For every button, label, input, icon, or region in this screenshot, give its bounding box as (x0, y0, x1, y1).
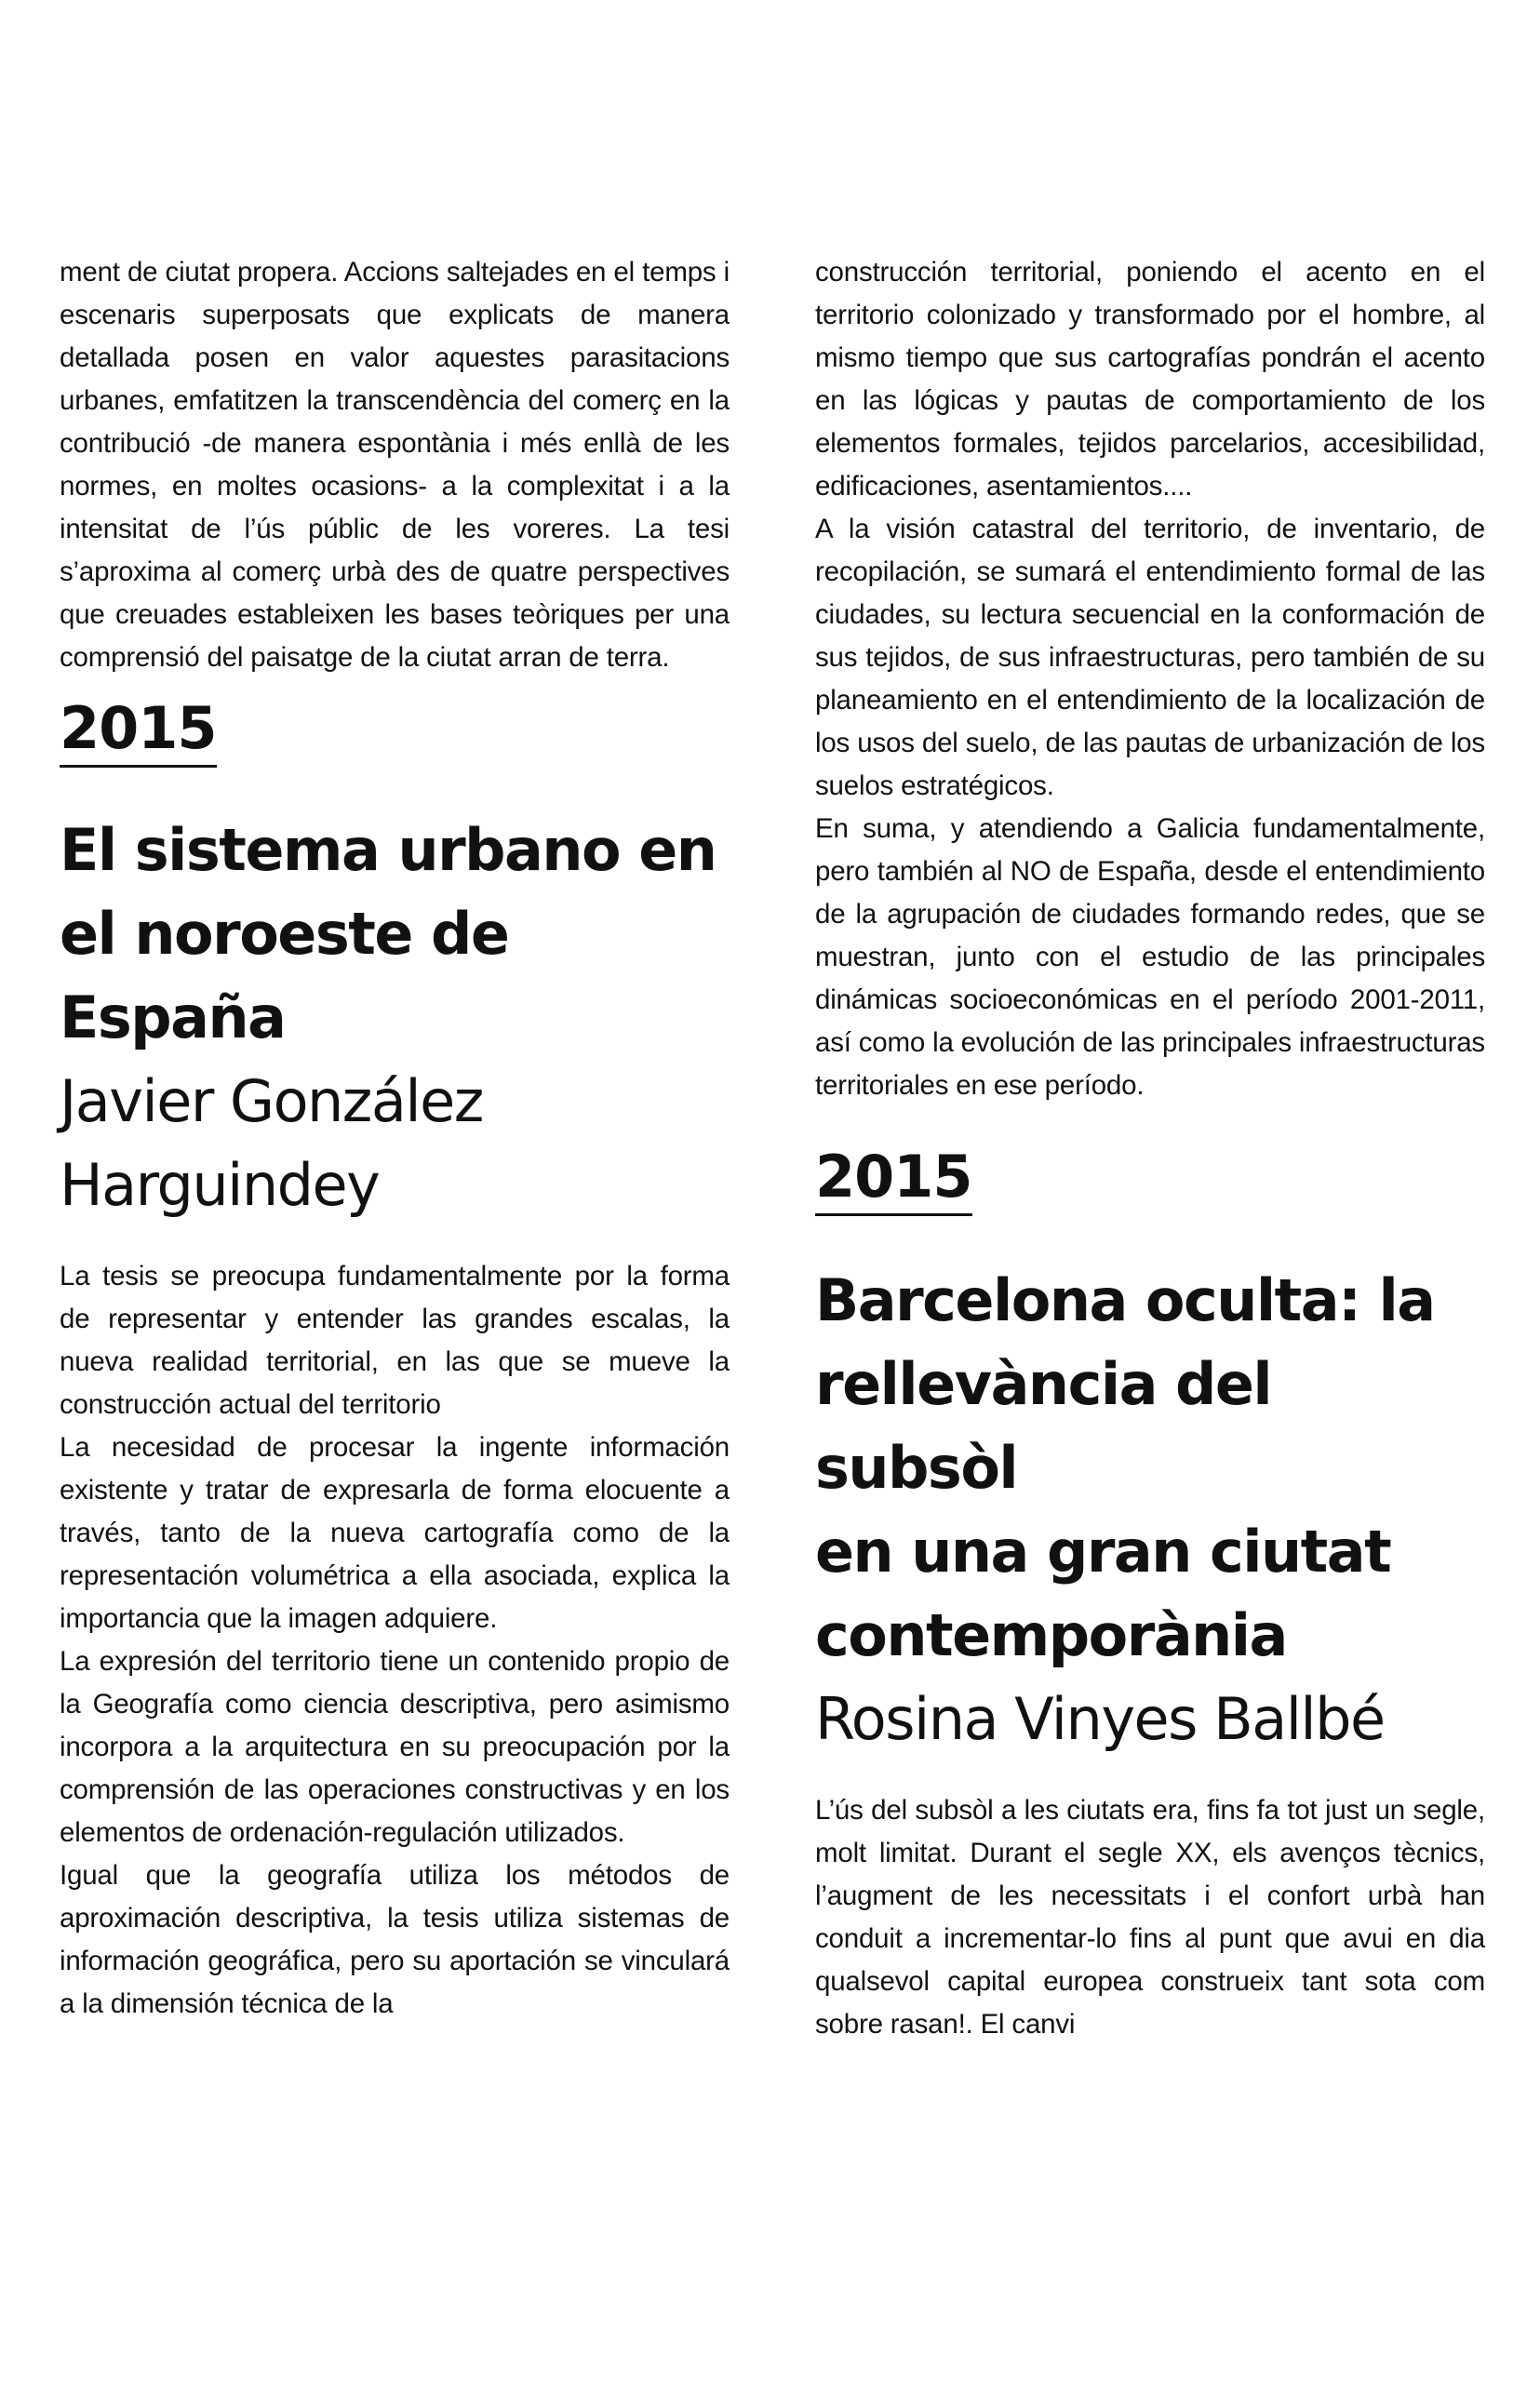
body-paragraph: Igual que la geografía utiliza los métodos de aproximación descriptiva, la tesis utiliza sistemas de información geográfica, pero su aportación se vinculará a la dimensión técnica de la (60, 1860, 730, 2019)
entry-body (815, 1789, 1485, 2046)
body-paragraph: L’ús del subsòl a les ciutats era, fins fa tot just un segle, molt limitat. Durant el segle XX, els avenços tècnics, l’augment de les necessitats i el confort urbà han conduit a incrementar-lo fins al punt que avui en dia qualsevol capital europea construeix tant sota com sobre rasan!. El canvi (815, 1795, 1485, 2040)
entry-heading (60, 809, 730, 1227)
entry-heading (815, 1259, 1485, 1761)
entry-author-line-1: Javier González (60, 1067, 483, 1135)
continued-paragraph: construcción territorial, poniendo el acento en el territorio colonizado y transformado por el hombre, al mismo tiempo que sus cartografías pondrán el acento en las lógicas y pautas de comportamiento de los elementos formales, tejidos parcelarios, accesibilidad, edificaciones, asentamientos.... (815, 257, 1485, 502)
entry-year: 2015 (60, 696, 217, 768)
intro-paragraph: ment de ciutat propera. Accions saltejades en el temps i escenaris superposats que explicats de manera detallada posen en valor aquestes parasitacions urbanes, emfatitzen la transcendència del comerç en la contribució -de manera espontània i més enllà de les normes, en moltes ocasions- a la complexitat i a la intensitat de l’ús públic de les voreres. La tesi s’aproxima al comerç urbà des de quatre perspectives que creuades estableixen les bases teòriques per una comprensió del paisatge de la ciutat arran de terra. (60, 257, 730, 673)
entry-body (60, 1255, 730, 2026)
entry-year-wrapper (60, 696, 730, 768)
continued-paragraph: En suma, y atendiendo a Galicia fundamentalmente, pero también al NO de España, desde el entendimiento de la agrupación de ciudades formando redes, que se muestran, junto con el estudio de las principales dinámicas socioeconómicas en el período 2001-2011, así como la evolución de las principales infraestructuras territoriales en ese período. (815, 813, 1485, 1101)
entry-title-line-3: en una gran ciutat (815, 1518, 1391, 1586)
continued-paragraph: A la visión catastral del territorio, de inventario, de recopilación, se sumará el entendimiento formal de las ciudades, su lectura secuencial en la conformación de sus tejidos, de sus infraestructuras, pero también de su planeamiento en el entendimiento de la localización de los usos del suelo, de las pautas de urbanización de los suelos estratégicos. (815, 514, 1485, 801)
body-paragraph: La expresión del territorio tiene un contenido propio de la Geografía como ciencia descriptiva, pero asimismo incorpora a la arquitectura en su preocupación por la comprensión de las operaciones constructivas y en los elementos de ordenación-regulación utilizados. (60, 1646, 730, 1848)
entry-year: 2015 (815, 1144, 972, 1216)
entry-author-line-2: Harguindey (60, 1151, 380, 1219)
entry-title-line-2: el noroeste de España (60, 900, 509, 1051)
body-paragraph: La tesis se preocupa fundamentalmente por la forma de representar y entender las grandes escalas, la nueva realidad territorial, en las que se mueve la construcción actual del territorio (60, 1261, 730, 1420)
entry-title-line-4: contemporània (815, 1601, 1287, 1669)
entry-year-wrapper (815, 1144, 1485, 1216)
entry-title-line-1: Barcelona oculta: la (815, 1266, 1435, 1334)
entry-title-line-2: rellevància del subsòl (815, 1350, 1272, 1502)
entry-author: Rosina Vinyes Ballbé (815, 1685, 1385, 1753)
left-column (60, 251, 730, 2026)
entry-title-line-1: El sistema urbano en (60, 816, 716, 884)
right-column (815, 251, 1485, 2046)
body-paragraph: La necesidad de procesar la ingente información existente y tratar de expresarla de forma elocuente a través, tanto de la nueva cartografía como de la representación volumétrica a ella asociada, explica la importancia que la imagen adquiere. (60, 1432, 730, 1634)
